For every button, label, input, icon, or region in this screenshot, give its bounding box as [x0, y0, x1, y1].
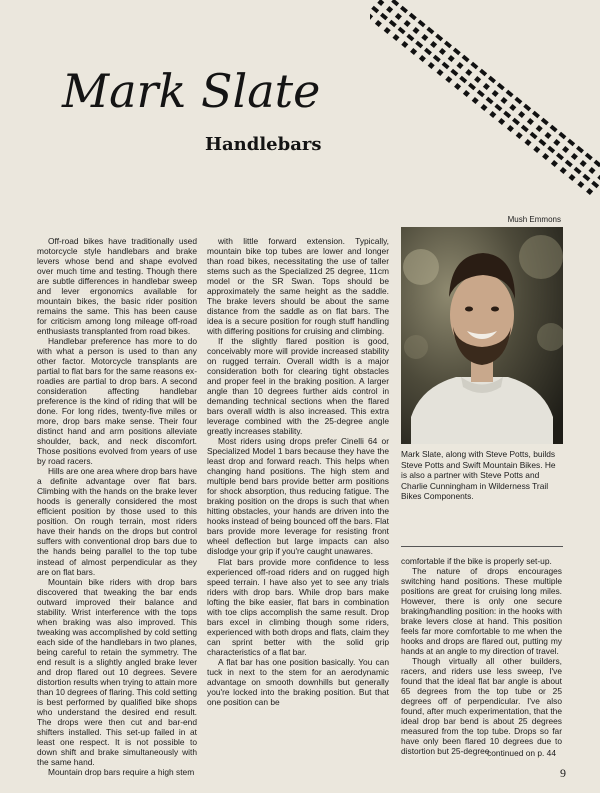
tread-knob [558, 132, 566, 140]
tread-knob [500, 97, 507, 104]
tread-knob [560, 167, 567, 174]
tread-knob [465, 69, 472, 76]
tread-knob [395, 13, 402, 20]
tread-knob [588, 167, 595, 174]
tread-knob [386, 6, 393, 13]
tread-knob [448, 55, 455, 62]
tread-knob [409, 13, 417, 21]
tread-knob [518, 111, 525, 118]
tread-knob [463, 90, 470, 97]
tread-knob [577, 181, 584, 188]
tread-knob [509, 104, 516, 111]
tread-knob [556, 153, 564, 161]
tread-knob [565, 160, 573, 168]
article-title: Handlebars [205, 134, 322, 155]
paragraph: Off-road bikes have traditionally used motorcycle style handlebars and brake levers whose bend and shape evolved over much time and testing. Though there are subtle differences in handlebar sweep and lever ergonomics available for mountain bikes, the basic rider position remains the same. This has been cause for criticism among long mileage off-road enthusiasts transplanted from road bikes. [37, 236, 197, 337]
tread-knob [550, 125, 558, 133]
paragraph: Mountain bike riders with drop bars discovered that tweaking the bar ends outward improved their balance and stability. Wrist interference with the tops when braking was also improved. This tweaking was accomplished by cold setting each side of the handlebars in two planes, being careful to retain the symmetry. The end result is a slightly angled brake lever and drop flared out 10 degrees. Severe distortion results when trying to attain more than 10 degrees of flaring. This cold setting is best performed by qualified bike shops who understand the desired end result. The drops were then cut and bar-end shifters installed. This set-up failed in at least one respect. It is not possible to down shift and brake simultaneously with the same hand. [37, 576, 197, 767]
author-photo [401, 227, 563, 444]
tread-knob [442, 62, 450, 70]
tread-knob [547, 146, 555, 154]
tread-knob [459, 76, 467, 84]
tread-knob [582, 174, 590, 182]
tread-knob [389, 20, 397, 28]
photo-credit: Mush Emmons [507, 215, 561, 224]
tread-knob [544, 132, 551, 139]
tread-knob [492, 90, 499, 97]
tread-knob [524, 139, 531, 146]
tread-knob [480, 104, 487, 111]
tread-knob [435, 34, 443, 42]
tread-knob [576, 146, 584, 154]
tread-knob [410, 48, 417, 55]
tread-knob [542, 153, 549, 160]
paragraph: Flat bars provide more confidence to less experienced off-road riders and on rugged high speed terrain. I have also yet to see any trials riders with drop bars. While drop bars make lofting the bike easier, flat bars in combination with toe clips accomplish the same result. Drop bars excel in climbing though some riders, experienced with both drops and flats, claim they can sprint better with the solid grip characteristics of a flat bar. [207, 556, 389, 657]
paragraph: Handlebar preference has more to do with what a person is used to than any other factor. Motorcycle transplants are partial to flat bars for the same reasons ex-roadies are partial to drop bars. A second consideration affecting handlebar preference is the kind of riding that will be done. For long rides, twenty-five miles or more, drop bars make sense. Their four distinct hand and arm positions alleviate shoulder, back, and neck discomfort. Those positions evolved from years of use by road racers. [37, 336, 197, 467]
tread-knob [574, 167, 582, 175]
tread-knob [436, 69, 443, 76]
tread-knob [454, 83, 461, 90]
tread-knob [400, 6, 408, 14]
tread-knob [530, 132, 538, 140]
tread-knob [477, 90, 485, 98]
tread-knob [532, 111, 540, 119]
tread-knob [503, 111, 511, 119]
tread-knob [521, 125, 529, 133]
tread-knob [567, 139, 575, 147]
tread-knob [377, 0, 384, 6]
page-number: 9 [560, 766, 566, 780]
tread-knob [594, 160, 600, 168]
tread-knob [541, 118, 549, 126]
paragraph: A flat bar has one position basically. You can tuck in next to the stem for an aerodynamic advantage on smooth downhills but generally you're locked into the braking position. But that one position can be [207, 656, 389, 707]
tread-knob [568, 174, 575, 181]
tread-knob [444, 41, 452, 49]
paragraph: Hills are one area where drop bars have a definite advantage over flat bars. Climbing with the hands on the brake lever hoods is generally considered the most efficient position by those used to this position. On rough terrain, most riders have their hands on the drops but control suffers with conventional drop bars due to the hands being parallel to the top tube instead of almost perpendicular as they are on flat bars. [37, 466, 197, 577]
tread-knob [426, 27, 434, 35]
tread-knob [450, 69, 458, 77]
paragraph: comfortable if the bike is properly set-up. [401, 556, 552, 566]
tread-knob [453, 48, 461, 56]
tread-knob [538, 139, 546, 147]
paragraph: Most riders using drops prefer Cinelli 64 or Specialized Model 1 bars because they have the least drop and forward reach. This helps when changing hand positions. The high stem and multiple bend bars provide better arm positions for shock absorption, thus reducing fatigue. The braking position on the drops is such that when hitting obstacles, your hands are driven into the hooks instead of being bounced off the bars. Flat bars provide more leverage for resisting front wheel deflection but large impacts can also dislodge your grip if you're caught unawares. [207, 436, 389, 557]
tread-knob [571, 153, 578, 160]
tread-knob [421, 34, 428, 41]
photo-caption: Mark Slate, along with Steve Potts, builds Steve Potts and Swift Mountain Bikes. He is also a partner with Steve Potts and Charlie Cunningham in Wilderness Trail Bikes Components. [401, 449, 556, 501]
tread-knob [371, 6, 379, 14]
tread-knob [428, 62, 435, 69]
paragraph: If the slightly flared position is good, conceivably more will provide increased stability on rugged terrain. Overall width is a major consideration both for clearing tight obstacles and proper feel in the braking position. A larger angle than 10 degrees further aids control in demanding technical sections when the flared bars overall width is also increased. This extra leverage combined with the 25-degree angle greatly increases stability. [207, 336, 389, 437]
tread-knob [424, 48, 432, 56]
article-column-2 [207, 236, 389, 707]
tread-knob [398, 27, 406, 35]
tread-knob [418, 20, 426, 28]
paragraph: The nature of drops encourages switching hand positions. These multiple positions are great for cruising long miles. However, there is only one secure braking/handling position: in the hooks with brake levers close at hand. This position feels far more comfortable to me when the hooks and drops are flared out, putting my hands at an angle to my direction of travel. [401, 566, 562, 657]
tread-knob [551, 160, 558, 167]
tread-knob [486, 97, 494, 105]
paragraph: with little forward extension. Typically, mountain bike top tubes are lower and longer than road bikes, necessitating the use of taller stems such as the Specialized 25 degree, 11cm model or the SR Swan. Tops should be approximately the same height as the saddle. The brake levers should be about the same distance from the saddle as on flat bars. The idea is a secure position for rough stuff handling with differing positions for cruising and climbing. [207, 236, 389, 337]
tread-knob [456, 62, 463, 69]
tread-knob [498, 118, 505, 125]
tread-knob [514, 97, 522, 105]
tread-knob [497, 83, 505, 91]
tread-knob [462, 55, 470, 63]
paragraph: Mountain drop bars require a high stem [48, 766, 195, 777]
tread-knob [483, 83, 490, 90]
caption-divider [401, 546, 563, 547]
tread-knob [470, 62, 478, 70]
tread-knob [507, 125, 514, 132]
tread-knob [415, 41, 423, 49]
tread-knob [384, 27, 391, 34]
tire-tread-graphic [370, 0, 600, 200]
tread-knob [516, 132, 523, 139]
tread-knob [392, 34, 399, 41]
tread-knob [585, 153, 593, 161]
tread-knob [433, 55, 441, 63]
tread-knob [391, 0, 399, 6]
tread-knob [401, 41, 408, 48]
tread-knob [506, 90, 514, 98]
tread-knob [586, 188, 593, 195]
article-column-1 [37, 236, 197, 777]
tread-knob [479, 69, 487, 77]
continued-note: continued on p. 44 [487, 748, 556, 758]
tread-knob [527, 118, 534, 125]
tread-knob [533, 146, 540, 153]
tread-knob [591, 181, 599, 189]
tread-knob [404, 20, 411, 27]
tread-knob [370, 13, 373, 20]
tread-knob [472, 97, 479, 104]
tread-knob [412, 27, 419, 34]
author-heading: Mark Slate [62, 64, 321, 118]
tread-knob [489, 111, 496, 118]
tread-knob [445, 76, 452, 83]
tread-knob [494, 104, 502, 112]
article-column-3 [401, 556, 562, 756]
tread-knob [536, 125, 543, 132]
tread-knob [553, 139, 560, 146]
tread-knob [580, 160, 587, 167]
tread-knob [380, 13, 388, 21]
tread-knob [488, 76, 496, 84]
tread-knob [419, 55, 426, 62]
tread-knob [474, 76, 481, 83]
tread-knob [523, 104, 531, 112]
tread-knob [430, 41, 437, 48]
tread-knob [562, 146, 569, 153]
paragraph: Though virtually all other builders, racers, and riders use less sweep, I've found that the ideal flat bar angle is about 65 degrees from the top tube or 25 degrees off of perpendicular. I've also found, after much experimentation, that the ideal drop bar bend is about 25 degrees measured from the top tube. Drops so far have only been flared 10 degrees due to distortion but 25-degree [401, 656, 562, 757]
tread-knob [439, 48, 446, 55]
tread-knob [375, 20, 382, 27]
tread-knob [468, 83, 476, 91]
tread-knob [512, 118, 520, 126]
tread-knob [406, 34, 414, 42]
